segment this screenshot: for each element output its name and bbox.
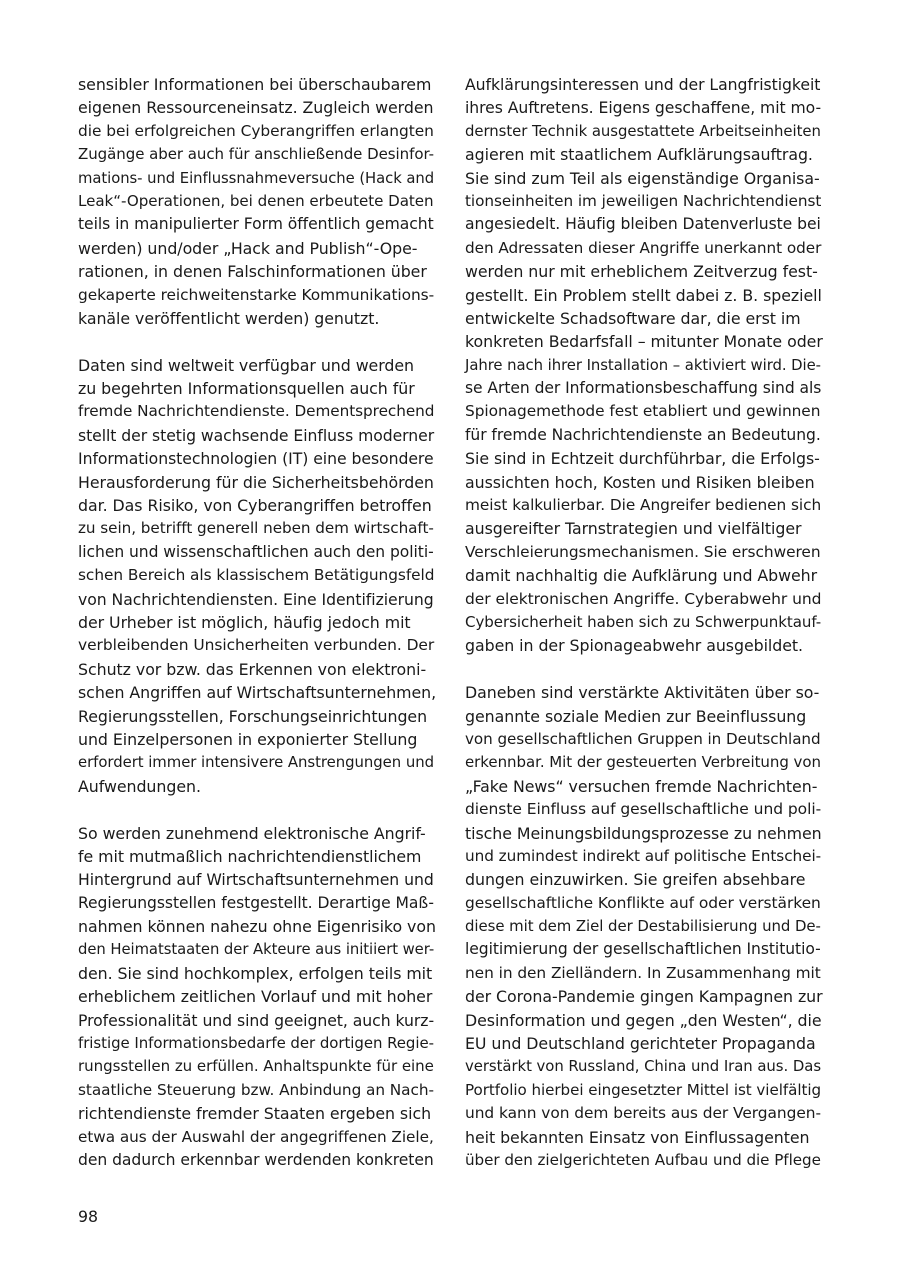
text-line: erfordert immer intensivere Anstrengungen und bbox=[78, 753, 434, 772]
text-line: „Fake News“ versuchen fremde Nachrichten- bbox=[465, 776, 818, 796]
text-line: agieren mit staatlichem Aufklärungsauftrag. bbox=[465, 145, 813, 165]
text-line: eigenen Ressourceneinsatz. Zugleich werden bbox=[78, 98, 434, 118]
text-line: se Arten der Informationsbeschaffung sind als bbox=[465, 379, 822, 398]
text-line: fristige Informationsbedarfe der dortigen Regie- bbox=[78, 1034, 434, 1053]
text-line: Cybersicherheit haben sich zu Schwerpunktauf- bbox=[465, 612, 822, 631]
text-line: und Einzelpersonen in exponierter Stellung bbox=[78, 729, 418, 749]
text-line: nen in den Zielländern. In Zusammenhang mit bbox=[465, 963, 821, 982]
text-line: Professionalität und sind geeignet, auch kurz- bbox=[78, 1010, 435, 1030]
text-line: zu sein, betrifft generell neben dem wirtschaft- bbox=[78, 519, 434, 538]
text-line: Regierungsstellen festgestellt. Derartige Maß- bbox=[78, 893, 434, 912]
text-line: werden) und/oder „Hack and Publish“-Ope- bbox=[78, 238, 418, 258]
text-line: über den zielgerichteten Aufbau und die Pflege bbox=[465, 1150, 821, 1169]
text-line: dungen einzuwirken. Sie greifen absehbare bbox=[465, 870, 806, 890]
text-line: Daten sind weltweit verfügbar und werden bbox=[78, 355, 415, 375]
text-line: für fremde Nachrichtendienste an Bedeutung. bbox=[465, 425, 821, 444]
text-line: genannte soziale Medien zur Beeinflussung bbox=[465, 706, 807, 726]
text-line: und kann von dem bereits aus der Vergangen- bbox=[465, 1104, 821, 1123]
text-line: den Adressaten dieser Angriffe unerkannt oder bbox=[465, 238, 822, 257]
text-line: diese mit dem Ziel der Destabilisierung und De- bbox=[465, 917, 821, 936]
text-line: fe mit mutmaßlich nachrichtendienstlichem bbox=[78, 846, 422, 866]
text-line: den dadurch erkennbar werdenden konkreten bbox=[78, 1150, 434, 1169]
paragraph bbox=[465, 73, 823, 658]
text-line: Jahre nach ihrer Installation – aktiviert wird. Die- bbox=[465, 356, 821, 374]
text-line: rungsstellen zu erfüllen. Anhaltspunkte für eine bbox=[78, 1057, 434, 1076]
text-line: meist kalkulierbar. Die Angreifer bedienen sich bbox=[465, 496, 822, 515]
paragraph-gap bbox=[78, 330, 436, 353]
text-line: nahmen können nahezu ohne Eigenrisiko von bbox=[78, 917, 436, 937]
text-line: fremde Nachrichtendienste. Dementsprechend bbox=[78, 402, 435, 421]
text-line: verstärkt von Russland, China und Iran aus. Das bbox=[465, 1057, 822, 1076]
text-line: gekaperte reichweitenstarke Kommunikations- bbox=[78, 285, 435, 304]
paragraph bbox=[78, 354, 436, 798]
text-line: legitimierung der gesellschaftlichen Institutio- bbox=[465, 940, 821, 959]
text-line: konkreten Bedarfsfall – mitunter Monate oder bbox=[465, 332, 823, 352]
text-line: werden nur mit erheblichem Zeitverzug fest- bbox=[465, 262, 818, 282]
text-line: erkennbar. Mit der gesteuerten Verbreitung von bbox=[465, 753, 821, 772]
paragraph bbox=[78, 73, 436, 330]
text-line: Herausforderung für die Sicherheitsbehörden bbox=[78, 472, 434, 492]
text-line: zu begehrten Informationsquellen auch für bbox=[78, 379, 415, 399]
text-line: angesiedelt. Häufig bleiben Datenverluste bei bbox=[465, 215, 821, 234]
text-line: Verschleierungsmechanismen. Sie erschweren bbox=[465, 542, 821, 561]
text-line: den. Sie sind hochkomplex, erfolgen teils mit bbox=[78, 963, 433, 983]
text-line: entwickelte Schadsoftware dar, die erst im bbox=[465, 308, 801, 328]
text-line: der Urheber ist möglich, häufig jedoch mit bbox=[78, 612, 411, 632]
text-line: der Corona-Pandemie gingen Kampagnen zur bbox=[465, 987, 823, 1007]
text-line: Desinformation und gegen „den Westen“, die bbox=[465, 1010, 822, 1030]
text-line: die bei erfolgreichen Cyberangriffen erlangten bbox=[78, 121, 434, 140]
text-line: von gesellschaftlichen Gruppen in Deutschland bbox=[465, 729, 821, 748]
text-line: richtendienste fremder Staaten ergeben sich bbox=[78, 1104, 432, 1124]
text-line: Sie sind zum Teil als eigenständige Organisa- bbox=[465, 168, 820, 188]
text-line: Zugänge aber auch für anschließende Desinfor- bbox=[78, 145, 434, 164]
text-line: Informationstechnologien (IT) eine besondere bbox=[78, 449, 434, 469]
text-line: mations- und Einflussnahmeversuche (Hack and bbox=[78, 169, 435, 187]
text-line: erheblichem zeitlichen Vorlauf und mit hoher bbox=[78, 987, 433, 1007]
text-line: gesellschaftliche Konflikte auf oder verstärken bbox=[465, 893, 821, 912]
page-number: 98 bbox=[78, 1207, 99, 1226]
text-line: kanäle veröffentlicht werden) genutzt. bbox=[78, 308, 380, 328]
text-line: der elektronischen Angriffe. Cyberabwehr und bbox=[465, 589, 822, 608]
text-line: Daneben sind verstärkte Aktivitäten über so- bbox=[465, 683, 820, 703]
text-line: So werden zunehmend elektronische Angrif- bbox=[78, 823, 426, 843]
text-line: EU und Deutschland gerichteter Propaganda bbox=[465, 1034, 816, 1054]
text-line: schen Angriffen auf Wirtschaftsunternehmen, bbox=[78, 683, 437, 703]
text-line: stellt der stetig wachsende Einfluss moderner bbox=[78, 425, 435, 445]
text-line: lichen und wissenschaftlichen auch den politi- bbox=[78, 542, 434, 561]
text-line: Aufwendungen. bbox=[78, 776, 201, 796]
text-line: aussichten hoch, Kosten und Risiken bleiben bbox=[465, 472, 815, 492]
text-line: ausgereifter Tarnstrategien und vielfältiger bbox=[465, 519, 802, 539]
text-line: und zumindest indirekt auf politische Entschei- bbox=[465, 846, 822, 865]
text-line: ihres Auftretens. Eigens geschaffene, mit mo- bbox=[465, 98, 822, 118]
text-line: den Heimatstaaten der Akteure aus initiiert wer- bbox=[78, 941, 435, 959]
text-line: von Nachrichtendiensten. Eine Identifizierung bbox=[78, 589, 434, 609]
text-line: tionseinheiten im jeweiligen Nachrichtendienst bbox=[465, 191, 822, 210]
text-line: schen Bereich als klassischem Betätigungsfeld bbox=[78, 566, 435, 585]
text-line: dar. Das Risiko, von Cyberangriffen betroffen bbox=[78, 496, 432, 516]
text-line: Regierungsstellen, Forschungseinrichtungen bbox=[78, 706, 428, 726]
left-column bbox=[78, 73, 436, 1172]
text-line: dernster Technik ausgestattete Arbeitseinheiten bbox=[465, 121, 821, 140]
text-line: rationen, in denen Falschinformationen über bbox=[78, 262, 427, 282]
text-line: gaben in der Spionageabwehr ausgebildet. bbox=[465, 636, 804, 656]
text-line: staatliche Steuerung bzw. Anbindung an Nach- bbox=[78, 1080, 434, 1099]
text-line: sensibler Informationen bei überschaubarem bbox=[78, 75, 432, 94]
text-line: Sie sind in Echtzeit durchführbar, die Erfolgs- bbox=[465, 449, 820, 469]
paragraph-gap bbox=[78, 798, 436, 821]
paragraph bbox=[78, 822, 436, 1173]
paragraph-gap bbox=[465, 658, 823, 681]
text-line: Hintergrund auf Wirtschaftsunternehmen und bbox=[78, 870, 434, 890]
text-line: tische Meinungsbildungsprozesse zu nehmen bbox=[465, 823, 822, 843]
text-line: Leak“-Operationen, bei denen erbeutete Daten bbox=[78, 191, 434, 210]
text-line: heit bekannten Einsatz von Einflussagenten bbox=[465, 1127, 810, 1147]
right-column bbox=[465, 73, 823, 1172]
text-line: Schutz vor bzw. das Erkennen von elektroni- bbox=[78, 659, 427, 679]
text-line: Portfolio hierbei eingesetzter Mittel ist vielfältig bbox=[465, 1080, 822, 1099]
text-line: etwa aus der Auswahl der angegriffenen Ziele, bbox=[78, 1127, 434, 1146]
paragraph bbox=[465, 681, 823, 1172]
text-line: verbleibenden Unsicherheiten verbunden. Der bbox=[78, 636, 435, 655]
text-line: Spionagemethode fest etabliert und gewinnen bbox=[465, 402, 821, 421]
text-line: damit nachhaltig die Aufklärung und Abwehr bbox=[465, 566, 818, 586]
text-line: gestellt. Ein Problem stellt dabei z. B. speziell bbox=[465, 285, 822, 305]
text-line: Aufklärungsinteressen und der Langfristigkeit bbox=[465, 75, 821, 94]
text-line: dienste Einfluss auf gesellschaftliche und poli- bbox=[465, 800, 822, 819]
text-line: teils in manipulierter Form öffentlich gemacht bbox=[78, 215, 434, 234]
